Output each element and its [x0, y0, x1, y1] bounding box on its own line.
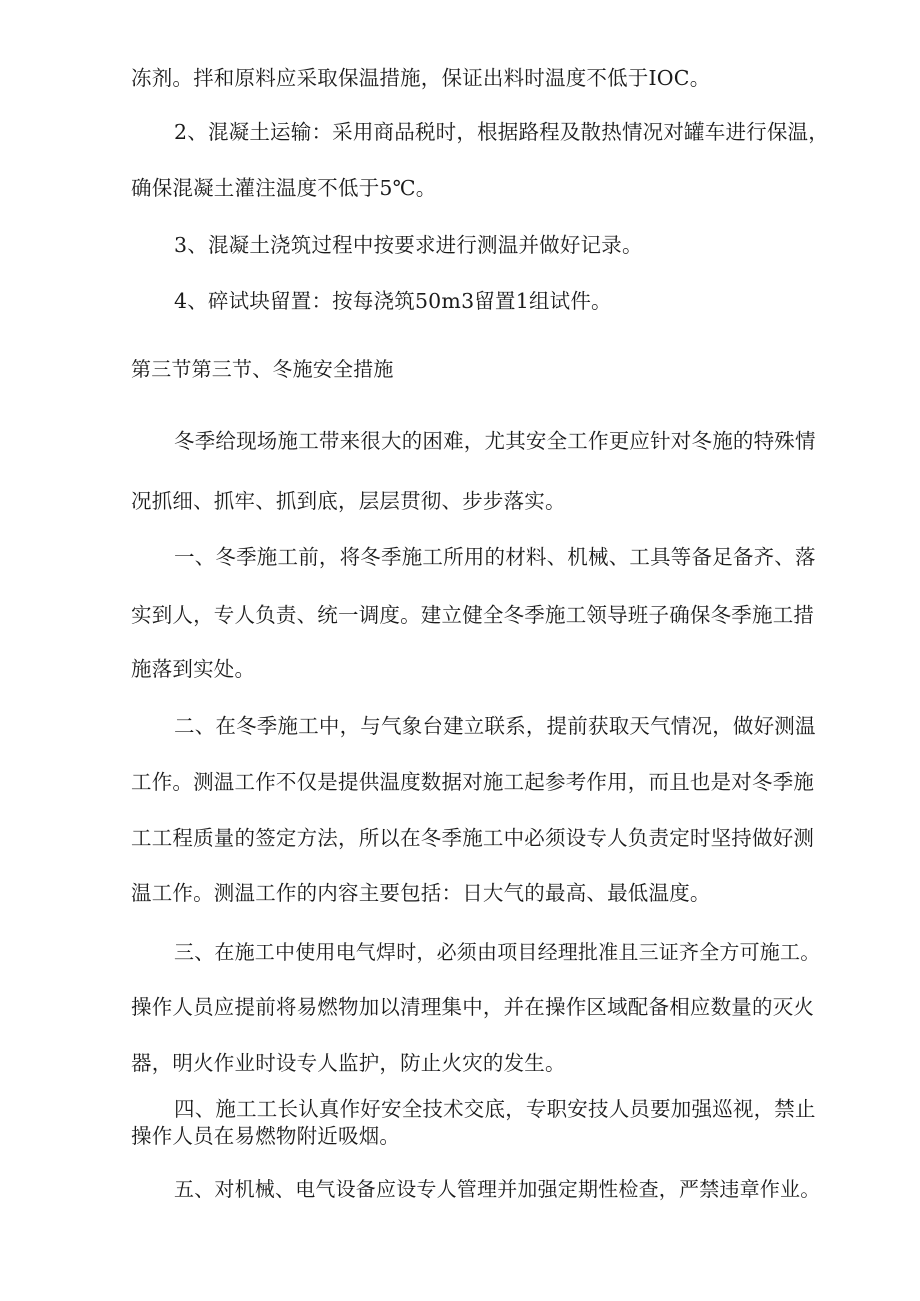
- paragraph-line: 一、冬季施工前，将冬季施工所用的材料、机械、工具等备足备齐、落: [174, 545, 816, 569]
- paragraph-line: 冬季给现场施工带来很大的困难，尤其安全工作更应针对冬施的特殊情: [174, 429, 816, 453]
- paragraph-line: 操作人员应提前将易燃物加以清理集中，并在操作区域配备相应数量的灭火: [131, 995, 815, 1019]
- section-heading: 第三节第三节、冬施安全措施: [131, 357, 394, 381]
- paragraph-line: 确保混凝土灌注温度不低于5℃。: [131, 176, 437, 200]
- paragraph-line: 操作人员在易燃物附近吸烟。: [131, 1124, 401, 1148]
- paragraph-line: 2、混凝土运输：采用商品税时，根据路程及散热情况对罐车进行保温，: [174, 120, 829, 144]
- paragraph-line: 工工程质量的签定方法，所以在冬季施工中必须设专人负责定时坚持做好测: [131, 826, 815, 850]
- paragraph-line: 温工作。测温工作的内容主要包括：日大气的最高、最低温度。: [131, 881, 711, 905]
- paragraph-line: 工作。测温工作不仅是提供温度数据对施工起参考作用，而且也是对冬季施: [131, 770, 815, 794]
- paragraph-line: 四、施工工长认真作好安全技术交底，专职安技人员要加强巡视，禁止: [174, 1097, 816, 1121]
- paragraph-line: 三、在施工中使用电气焊时，必须由项目经理批准且三证齐全方可施工。: [174, 940, 821, 964]
- paragraph-line: 器，明火作业时设专人监护，防止火灾的发生。: [131, 1051, 566, 1075]
- paragraph-line: 实到人，专人负责、统一调度。建立健全冬季施工领导班子确保冬季施工措: [131, 603, 815, 627]
- paragraph-line: 冻剂。拌和原料应采取保温措施，保证出料时温度不低于IOC。: [131, 66, 711, 90]
- paragraph-line: 4、碎试块留置：按每浇筑50m3留置1组试件。: [174, 289, 612, 313]
- paragraph-line: 二、在冬季施工中，与气象台建立联系，提前获取天气情况，做好测温: [174, 714, 816, 738]
- paragraph-line: 况抓细、抓牢、抓到底，层层贯彻、步步落实。: [131, 489, 566, 513]
- paragraph-line: 施落到实处。: [131, 657, 256, 681]
- paragraph-line: 3、混凝土浇筑过程中按要求进行测温并做好记录。: [174, 233, 643, 257]
- paragraph-line: 五、对机械、电气设备应设专人管理并加强定期性检查，严禁违章作业。: [174, 1177, 821, 1201]
